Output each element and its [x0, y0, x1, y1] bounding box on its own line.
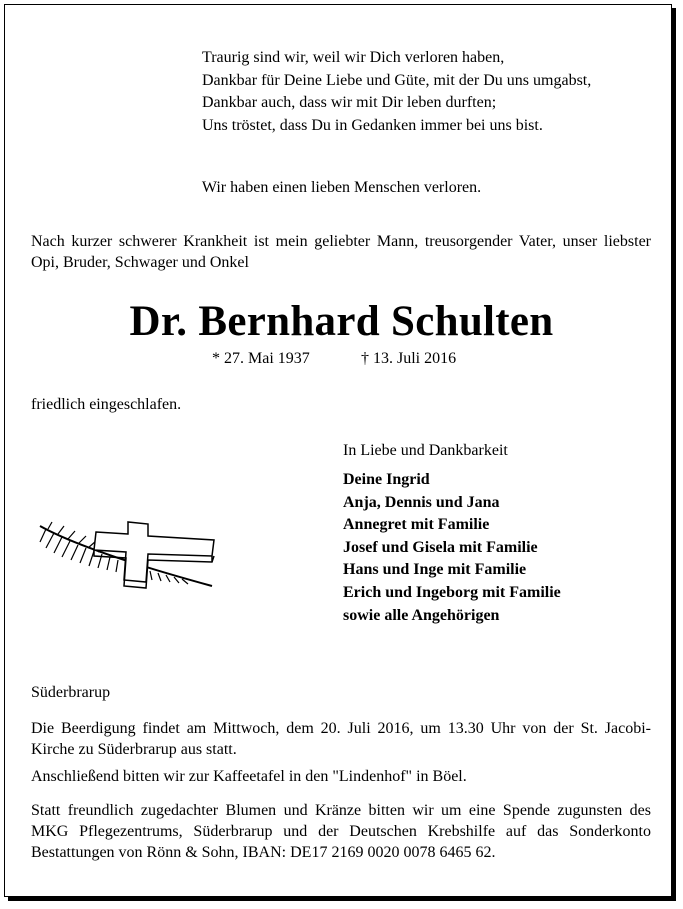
death-date: † 13. Juli 2016 [361, 350, 457, 367]
mourner-name: Hans und Inge mit Familie [343, 561, 527, 579]
intro-text: Nach kurzer schwerer Krankheit ist mein geliebter Mann, treusorgender Vater, unser liebster Opi, Bruder, Schwager und Onkel [31, 233, 651, 271]
mourner-name: Annegret mit Familie [343, 516, 490, 534]
birth-date: * 27. Mai 1937 [212, 350, 310, 367]
mourners-intro: In Liebe und Dankbarkeit [343, 442, 508, 459]
poem-line: Uns tröstet, dass Du in Gedanken immer bei uns bist. [202, 116, 543, 134]
mourner-name: Erich und Ingeborg mit Familie [343, 583, 561, 601]
mourners-block [343, 442, 561, 627]
reception-text: Anschließend bitten wir zur Kaffeetafel in den "Lindenhof" in Böel. [31, 768, 467, 785]
mourner-name: Anja, Dennis und Jana [343, 493, 500, 511]
mourner-name: Josef und Gisela mit Familie [343, 538, 538, 556]
poem-line: Traurig sind wir, weil wir Dich verloren haben, [202, 49, 505, 66]
passed-text: friedlich eingeschlafen. [31, 396, 182, 413]
lead-sentence: Wir haben einen lieben Menschen verloren. [201, 179, 482, 196]
cross-palm-icon [36, 520, 226, 590]
funeral-text: Die Beerdigung findet am Mittwoch, dem 20. Juli 2016, um 13.30 Uhr von der St. Jacobi-Kirche zu Süderbrarup aus statt. [31, 720, 651, 758]
poem-line: Dankbar auch, dass wir mit Dir leben durften; [202, 94, 497, 111]
place-text: Süderbrarup [31, 684, 111, 701]
mourner-name: Deine Ingrid [343, 471, 430, 488]
poem-line: Dankbar für Deine Liebe und Güte, mit der Du uns umgabst, [202, 71, 592, 89]
deceased-name: Dr. Bernhard Schulten [129, 298, 554, 345]
poem [202, 47, 591, 137]
mourner-name: sowie alle Angehörigen [343, 606, 500, 624]
donation-text: Statt freundlich zugedachter Blumen und Kränze bitten wir um eine Spende zugunsten des MKG Pflegezentrums, Süderbrarup und der Deutschen Krebshilfe auf das Sonderkonto Bestattungen von Rönn & Sohn, IBAN: DE17 2169 0020 0078 6465 62. [31, 802, 651, 861]
notice-frame [4, 4, 672, 897]
